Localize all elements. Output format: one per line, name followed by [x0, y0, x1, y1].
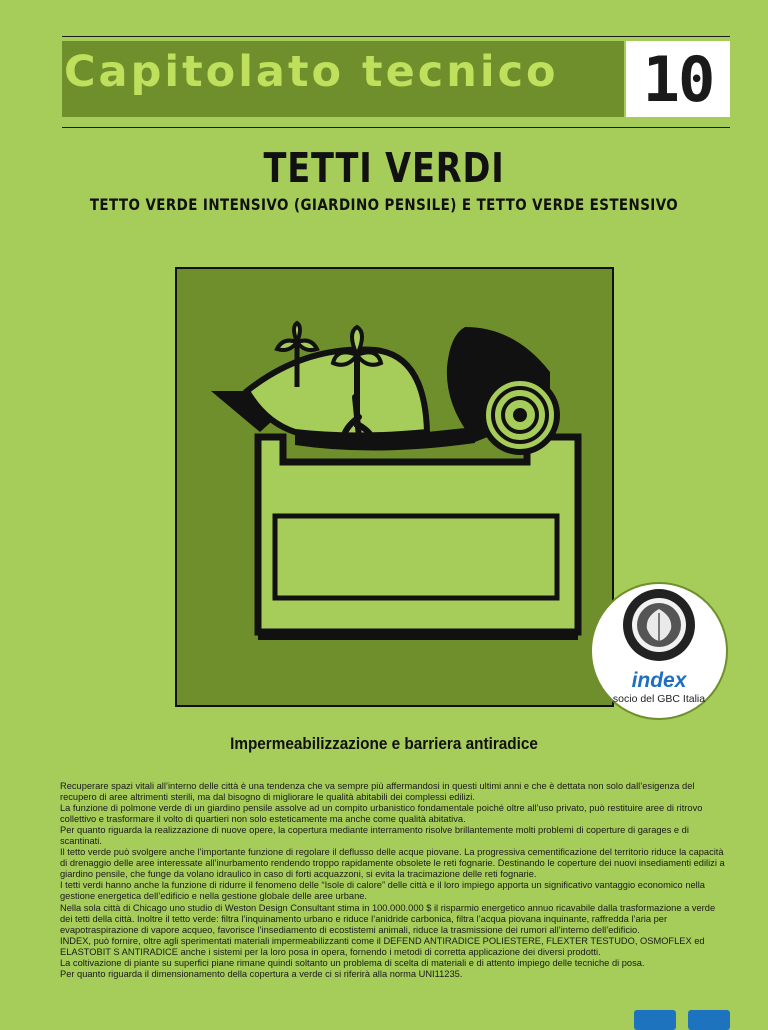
planter-base [258, 632, 578, 640]
page-title: TETTI VERDI [263, 144, 505, 192]
header-title: Capitolato tecnico [64, 47, 559, 97]
body-paragraph: Il tetto verde può svolgere anche l’importante funzione di regolare il deflusso delle acque piovane. La progressiva cementificazione del territorio riduce la capacità di drenaggio delle aree interessate all’inurbamento rendendo troppo rapidamente obsolete le reti fognarie. Destinando le coperture dei nuovi insediamenti edilizi a giardino pensile, che funge da volano idraulico in caso di forti acquazzoni, si evita la tracimazione delle reti fognarie. [60, 847, 725, 880]
footer-logos [634, 1010, 730, 1024]
header-bottom-rule [62, 127, 730, 128]
header-band [62, 41, 624, 117]
footer-logo-right [688, 1010, 730, 1030]
index-brand-logo: index [631, 669, 687, 692]
footer-logo-left [634, 1010, 676, 1030]
body-paragraph: Per quanto riguarda il dimensionamento della copertura a verde ci si riferirà alla norma UNI11235. [60, 968, 463, 979]
body-paragraph: Per quanto riguarda la realizzazione di nuove opere, la copertura mediante interramento risolve brillantemente molti problemi di coperture di garages e di scantinati. [60, 825, 689, 847]
body-paragraph: La funzione di polmone verde di un giardino pensile assolve ad un compito urbanistico fondamentale poiché oltre all’uso privato, può restituire aree di ritrovo collettivo e trasformare il volto di quartieri non solo esteticamente ma anche come qualità abitativa. [60, 803, 703, 825]
body-paragraph: INDEX, può fornire, oltre agli sperimentati materiali impermeabilizzanti come il DEFEND ANTIRADICE POLIESTERE, FLEXTER TESTUDO, OSMOFLEX ed ELASTOBIT S ANTIRADICE anche i sistemi per la loro posa in opera, fornendo i metodi di corretta applicazione dei diversi prodotti. [60, 935, 705, 957]
body-paragraph: I tetti verdi hanno anche la funzione di ridurre il fenomeno delle “Isole di calore” delle città e il loro impiego apporta un significativo vantaggio economico nella gestione energetica dell’edificio e nella gestione globale delle aree urbane. [60, 880, 705, 902]
page-subtitle: TETTO VERDE INTENSIVO (GIARDINO PENSILE) E TETTO VERDE ESTENSIVO [89, 195, 679, 214]
badge-caption: socio del GBC Italia [612, 693, 706, 705]
chapter-number: 10 [642, 43, 714, 116]
header-top-rule [62, 36, 730, 37]
green-roof-planter-icon [175, 267, 614, 707]
body-paragraph: La coltivazione di piante su superfici piane rimane quindi soltanto un problema di scelta di materiali e di attento impiego delle tecniche di posa. [60, 957, 645, 968]
body-paragraph: Nella sola città di Chicago uno studio di Weston Design Consultant stima in 100.000.000 $ il risparmio energetico annuo ricavabile dalla trasformazione a verde dei tetti della città. Inoltre il tetto verde: filtra l’inquinamento urbano e riduce l’anidride carbonica, filtra l’acqua piovana inquinante, raffredda l’aria per evapotraspirazione di vapore acqueo, favorisce l’insediamento di ecostistemi animali, riduce la trasmissione dei rumori all’interno dell’edificio. [60, 902, 716, 935]
body-paragraph: Recuperare spazi vitali all’interno delle città è una tendenza che va sempre più affermandosi in questi ultimi anni e che è dettata non solo dall’esigenza del recupero di aree altrimenti sterili, ma dal bisogno di migliorare le qualità abitabili dei complessi edilizi. [60, 781, 695, 803]
planter-inner-panel [275, 516, 557, 598]
body-text [60, 781, 730, 980]
section-heading: Impermeabilizzazione e barriera antiradice [230, 734, 538, 753]
chapter-box [626, 41, 730, 117]
